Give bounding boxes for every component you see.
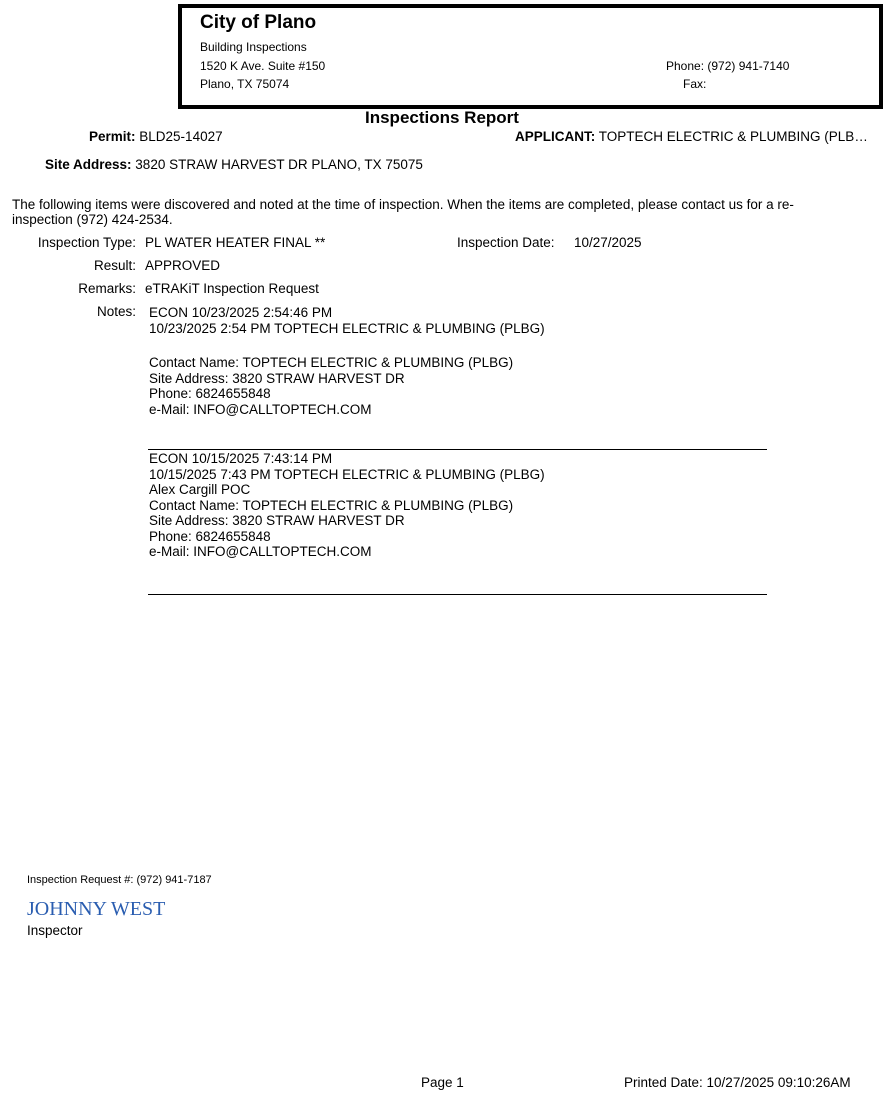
site-address-value: 3820 STRAW HARVEST DR PLANO, TX 75075 <box>135 157 423 172</box>
applicant-label: APPLICANT: <box>515 129 596 144</box>
permit-line <box>89 129 223 144</box>
org-name: City of Plano <box>200 12 317 33</box>
fax-label: Fax: <box>683 77 707 91</box>
report-title: Inspections Report <box>365 108 519 127</box>
intro-line-2: inspection (972) 424-2534. <box>12 212 173 227</box>
inspection-type-value: PL WATER HEATER FINAL ** <box>145 235 326 250</box>
result-value: APPROVED <box>145 258 221 273</box>
address-line-2: Plano, TX 75074 <box>200 77 290 91</box>
fax-line <box>683 77 706 91</box>
note-2-phone: Phone: 6824655848 <box>149 528 271 544</box>
result-label: Result: <box>93 258 136 273</box>
intro-line-1: The following items were discovered and noted at the time of inspection. When the items are completed, please contact us for a re- <box>12 197 794 212</box>
note-1-subheader: 10/23/2025 2:54 PM TOPTECH ELECTRIC & PLUMBING (PLBG) <box>149 320 545 336</box>
notes-label: Notes: <box>96 304 136 319</box>
note-2-subheader: 10/15/2025 7:43 PM TOPTECH ELECTRIC & PLUMBING (PLBG) <box>149 466 545 482</box>
remarks-label: Remarks: <box>78 281 136 296</box>
site-address-label: Site Address: <box>45 157 132 172</box>
department: Building Inspections <box>200 40 307 54</box>
permit-label: Permit: <box>89 129 136 144</box>
applicant-line <box>515 129 868 144</box>
note-1-email: e-Mail: INFO@CALLTOPTECH.COM <box>149 401 372 417</box>
remarks-value: eTRAKiT Inspection Request <box>145 281 319 296</box>
note-1-phone: Phone: 6824655848 <box>149 386 271 401</box>
inspection-request-line: Inspection Request #: (972) 941-7187 <box>27 874 212 886</box>
note-1-site: Site Address: 3820 STRAW HARVEST DR <box>149 370 405 386</box>
note-1-header: ECON 10/23/2025 2:54:46 PM <box>149 305 333 320</box>
note-2-site: Site Address: 3820 STRAW HARVEST DR <box>149 513 405 528</box>
address-line-1: 1520 K Ave. Suite #150 <box>200 59 326 73</box>
note-1-contact: Contact Name: TOPTECH ELECTRIC & PLUMBING (PLBG) <box>149 355 514 370</box>
inspection-date-label: Inspection Date: <box>457 235 555 250</box>
permit-number: BLD25-14027 <box>139 129 223 144</box>
note-1-contact-block <box>149 355 513 417</box>
inspector-label: Inspector <box>27 923 83 938</box>
inspection-type-label: Inspection Type: <box>37 235 136 250</box>
inspection-date-value: 10/27/2025 <box>574 235 642 250</box>
note-2-header: ECON 10/15/2025 7:43:14 PM <box>149 451 333 466</box>
phone-line <box>666 59 789 73</box>
inspector-signature: JOHNNY WEST <box>27 898 166 920</box>
applicant-value: TOPTECH ELECTRIC & PLUMBING (PLB… <box>598 129 868 144</box>
note-entry-1 <box>149 305 545 336</box>
note-2-contact: Contact Name: TOPTECH ELECTRIC & PLUMBING (PLBG) <box>149 497 514 513</box>
site-address-line <box>45 157 423 172</box>
phone-label: Phone: <box>666 59 705 73</box>
note-2-poc: Alex Cargill POC <box>149 482 251 497</box>
note-divider-1 <box>148 449 767 450</box>
printed-date: Printed Date: 10/27/2025 09:10:26AM <box>624 1075 851 1090</box>
phone-value: (972) 941-7140 <box>707 59 790 73</box>
page-number: Page 1 <box>421 1075 464 1090</box>
note-divider-2 <box>148 594 767 595</box>
note-2-email: e-Mail: INFO@CALLTOPTECH.COM <box>149 544 372 559</box>
note-entry-2 <box>149 451 545 560</box>
